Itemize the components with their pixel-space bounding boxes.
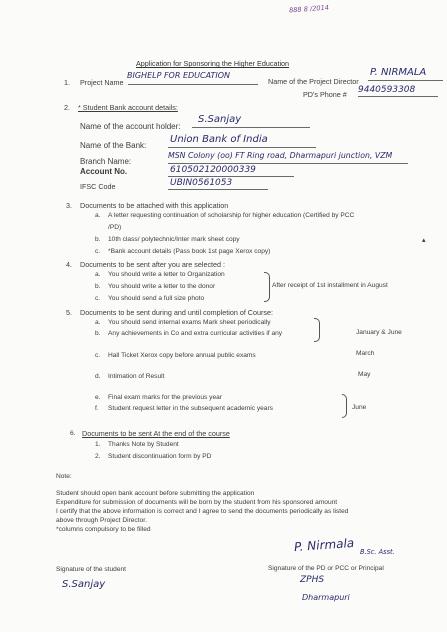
ifsc-label: IFSC Code bbox=[80, 182, 116, 191]
item-letter: c. bbox=[95, 295, 101, 302]
section-number: 4. bbox=[66, 260, 72, 269]
item-number: 2. bbox=[95, 453, 101, 460]
pd-signature-label: Signature of the PD or PCC or Principal bbox=[268, 565, 384, 572]
installment-note: After receipt of 1st installment in August bbox=[272, 282, 388, 289]
pd-signature: P. Nirmala bbox=[293, 535, 355, 555]
phone-line bbox=[358, 96, 438, 97]
project-name-label: Project Name bbox=[80, 78, 124, 87]
bank-name-value: Union Bank of India bbox=[170, 134, 268, 145]
account-number-label: Account No. bbox=[80, 167, 128, 176]
docs-course-b: Any achievements in Co and extra curricular activities if any bbox=[108, 330, 283, 337]
docs-selected-a: You should write a letter to Organization bbox=[108, 271, 225, 278]
course-d-when: May bbox=[358, 371, 371, 378]
branch-name-value: MSN Colony (oo) FT Ring road, Dharmapuri junction, VZM bbox=[168, 151, 393, 160]
stamp-number: 888 8 /2014 bbox=[288, 3, 330, 15]
brace bbox=[264, 272, 270, 302]
docs-end-1: Thanks Note by Student bbox=[108, 441, 179, 448]
note-line: Student should open bank account before submitting the application bbox=[56, 490, 255, 497]
docs-course-f: Student request letter in the subsequent academic years bbox=[108, 405, 273, 412]
item-letter: d. bbox=[95, 373, 101, 380]
docs-attach-heading: Documents to be attached with this application bbox=[80, 201, 229, 210]
project-director-label: Name of the Project Director bbox=[268, 77, 359, 86]
item-letter: f. bbox=[95, 405, 99, 412]
docs-course-d: Intimation of Result bbox=[108, 373, 165, 380]
course-ef-when: June bbox=[352, 404, 367, 411]
docs-end-heading: Documents to be sent At the end of the course bbox=[82, 429, 230, 438]
docs-course-c: Hall Ticket Xerox copy before annual public exams bbox=[108, 352, 256, 359]
section-number: 3. bbox=[66, 201, 72, 210]
pd-phone-label: PD's Phone # bbox=[303, 90, 347, 99]
pd-note-1: ZPHS bbox=[300, 575, 325, 585]
note-label: Note: bbox=[56, 473, 72, 480]
brace bbox=[342, 394, 347, 418]
account-holder-label: Name of the account holder: bbox=[80, 122, 181, 131]
item-letter: a. bbox=[95, 212, 101, 219]
director-line bbox=[368, 80, 443, 81]
account-number-value: 610502120000339 bbox=[170, 165, 256, 175]
docs-attach-c: *Bank account details (Pass book 1st page Xerox copy) bbox=[108, 248, 271, 255]
item-letter: c. bbox=[95, 248, 101, 255]
brace bbox=[314, 318, 320, 342]
ifsc-line bbox=[168, 189, 268, 190]
note-line: above through Project Director. bbox=[56, 517, 147, 524]
item-letter: a. bbox=[95, 319, 101, 326]
item-letter: b. bbox=[95, 236, 101, 243]
branch-name-label: Branch Name: bbox=[80, 157, 132, 166]
pd-signature-suffix: B.Sc. Asst. bbox=[360, 548, 395, 556]
account-line bbox=[168, 176, 294, 177]
page-title: Application for Sponsoring the Higher Education bbox=[136, 59, 290, 68]
project-name-value: BIGHELP FOR EDUCATION bbox=[127, 71, 231, 80]
section-number: 2. bbox=[64, 103, 70, 112]
item-letter: e. bbox=[95, 394, 101, 401]
item-letter: c. bbox=[95, 352, 101, 359]
bank-line bbox=[168, 147, 316, 148]
project-director-value: P. NIRMALA bbox=[370, 67, 427, 78]
note-line: I certify that the above information is correct and I agree to send the documents periodically as listed bbox=[56, 508, 349, 515]
bank-heading: * Student Bank account details: bbox=[78, 103, 178, 112]
account-holder-value: S.Sanjay bbox=[198, 114, 242, 125]
note-line: *columns compulsory to be filled bbox=[56, 526, 151, 533]
ifsc-value: UBIN0561053 bbox=[170, 178, 233, 188]
note-line: Expenditure for submission of documents will be born by the student from his sponsored amount bbox=[56, 499, 338, 506]
bank-name-label: Name of the Bank: bbox=[80, 141, 147, 150]
section-number: 5. bbox=[66, 308, 72, 317]
section-number: 1. bbox=[64, 78, 70, 87]
docs-course-heading: Documents to be sent during and until completion of Course: bbox=[80, 308, 273, 317]
docs-end-2: Student discontinuation form by PD bbox=[108, 453, 212, 460]
pd-note-2: Dharmapuri bbox=[302, 593, 350, 602]
course-ab-when: January & June bbox=[356, 329, 402, 336]
item-letter: a. bbox=[95, 271, 101, 278]
branch-line bbox=[168, 163, 408, 164]
docs-selected-heading: Documents to be sent after you are selected : bbox=[80, 260, 226, 269]
docs-selected-b: You should write a letter to the donor bbox=[108, 283, 216, 290]
pd-phone-value: 9440593308 bbox=[358, 85, 416, 95]
docs-course-e: Final exam marks for the previous year bbox=[108, 394, 222, 401]
student-signature-label: Signature of the student bbox=[56, 566, 127, 573]
docs-course-a: You should send internal exams Mark sheet periodically bbox=[108, 319, 271, 326]
item-letter: b. bbox=[95, 283, 101, 290]
docs-attach-b: 10th class/ polytechnic/Inter mark sheet copy bbox=[108, 236, 240, 243]
section-number: 6. bbox=[70, 430, 76, 437]
item-letter: b. bbox=[95, 330, 101, 337]
project-name-line bbox=[128, 84, 258, 85]
docs-attach-a-cont: /PD) bbox=[108, 224, 122, 231]
pen-mark-icon: ▴ bbox=[422, 237, 426, 244]
item-number: 1. bbox=[95, 441, 101, 448]
docs-selected-c: You should send a full size photo bbox=[108, 295, 205, 302]
student-signature: S.Sanjay bbox=[62, 579, 106, 590]
holder-line bbox=[192, 127, 310, 128]
course-c-when: March bbox=[356, 350, 375, 357]
docs-attach-a: A letter requesting continuation of scholarship for higher education (Certified by PCC bbox=[108, 212, 355, 219]
